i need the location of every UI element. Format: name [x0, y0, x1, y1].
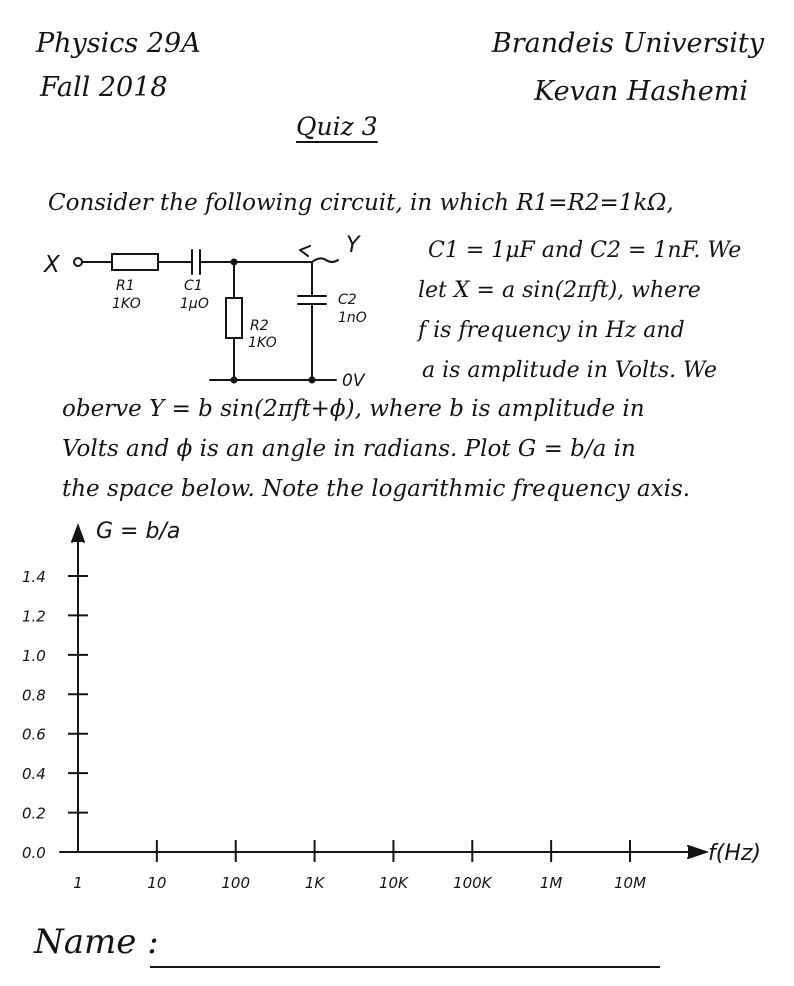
problem-line-3: let X = a sin(2πft), where	[418, 278, 701, 303]
c2-name: C2	[338, 292, 357, 308]
x-tick-label-5: 100K	[453, 874, 492, 892]
problem-line-4: f is frequency in Hz and	[418, 318, 685, 343]
junction-top-left	[231, 259, 238, 266]
instructor: Kevan Hashemi	[534, 76, 748, 107]
y-axis-label: G = b/a	[96, 519, 181, 544]
output-label: Y	[346, 233, 360, 258]
output-arrow	[300, 246, 310, 256]
name-line[interactable]	[150, 966, 660, 968]
output-tap	[312, 258, 338, 262]
x-axis-label: f(Hz)	[708, 841, 762, 866]
input-label: X	[44, 252, 60, 278]
r1-resistor	[112, 254, 158, 270]
problem-line-2: C1 = 1μF and C2 = 1nF. We	[428, 238, 742, 263]
y-tick-label-5: 1.0	[22, 646, 46, 665]
problem-line-1: Consider the following circuit, in which R1=R2=1kΩ,	[48, 190, 674, 216]
junction-bottom-left	[231, 377, 238, 384]
name-label: Name :	[34, 922, 159, 962]
x-tick-label-0: 1	[73, 874, 83, 892]
y-axis-arrow	[72, 526, 84, 542]
input-terminal	[74, 258, 82, 266]
y-tick-label-1: 0.2	[22, 804, 46, 823]
r2-resistor	[226, 298, 242, 338]
problem-line-5: a is amplitude in Volts. We	[422, 358, 717, 383]
x-tick-label-6: 1M	[539, 874, 563, 892]
quiz-title: Quiz 3	[296, 112, 378, 141]
y-tick-label-4: 0.8	[22, 686, 46, 705]
junction-bottom-right	[309, 377, 316, 384]
x-tick-label-4: 10K	[378, 874, 408, 892]
course-title: Physics 29A	[36, 28, 201, 59]
r2-name: R2	[250, 318, 269, 334]
problem-line-6: oberve Y = b sin(2πft+ϕ), where b is amplitude in	[62, 396, 645, 422]
c1-name: C1	[184, 278, 203, 294]
y-tick-label-7: 1.4	[22, 568, 46, 586]
ground-label: 0V	[342, 371, 365, 391]
r1-name: R1	[116, 278, 135, 294]
x-tick-label-1: 10	[147, 874, 167, 892]
term: Fall 2018	[40, 72, 168, 103]
university: Brandeis University	[491, 28, 764, 59]
r1-value: 1KO	[112, 296, 141, 312]
y-tick-label-2: 0.4	[22, 765, 46, 784]
x-tick-label-2: 100	[221, 874, 251, 892]
c2-value: 1nO	[338, 310, 367, 326]
y-tick-label-0: 0.0	[22, 844, 46, 862]
x-tick-label-3: 1K	[304, 874, 325, 892]
x-tick-label-7: 10M	[613, 874, 647, 892]
y-tick-label-6: 1.2	[22, 607, 46, 626]
y-tick-label-3: 0.6	[22, 725, 46, 744]
c1-value: 1μO	[180, 296, 209, 312]
r2-value: 1KO	[248, 335, 277, 351]
problem-line-7: Volts and ϕ is an angle in radians. Plot G = b/a in	[62, 436, 636, 462]
problem-line-8: the space below. Note the logarithmic frequency axis.	[62, 476, 691, 502]
x-axis-arrow	[688, 846, 706, 858]
